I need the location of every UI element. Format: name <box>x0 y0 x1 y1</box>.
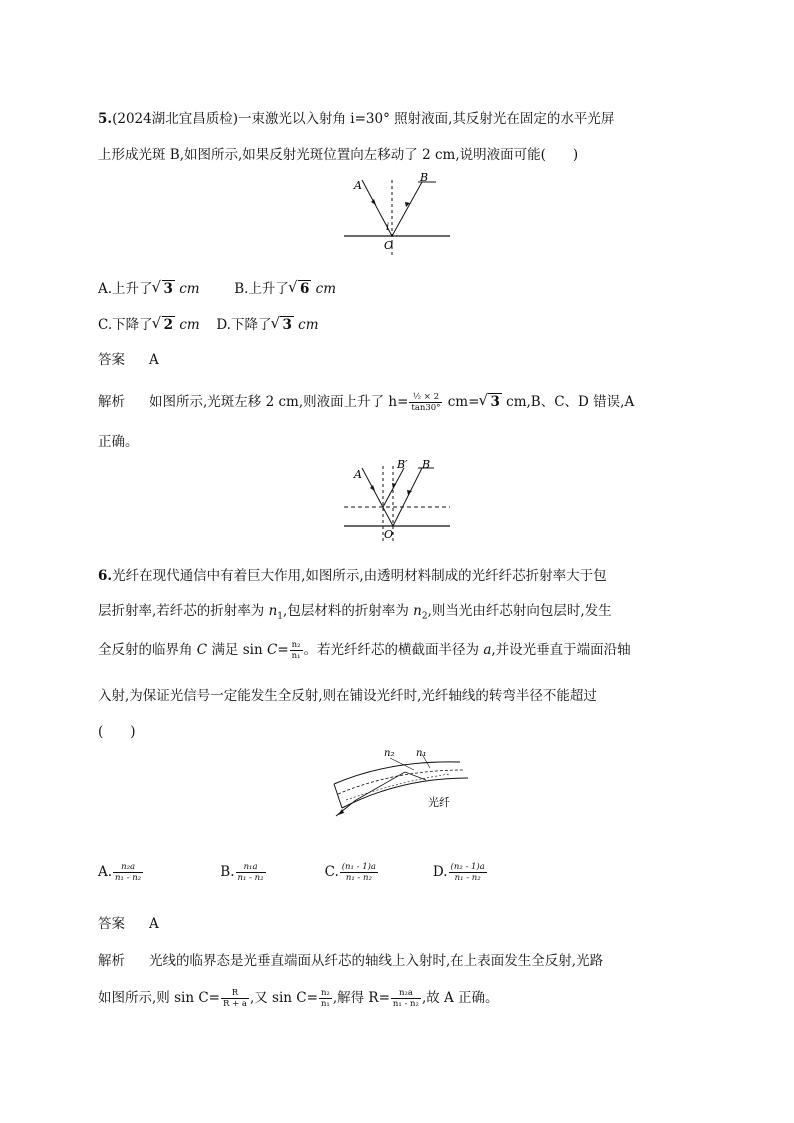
q6-line4: 入射,为保证光信号一定能发生全反射,则在铺设光纤时,光纤轴线的转弯半径不能超过 <box>98 688 597 704</box>
q6-option-a[interactable]: A. $\frac{\text{n₂a}}{\text{n₁ - n₂}}$ <box>98 862 142 883</box>
q6-line3: 全反射的临界角 C 满足 sin C= $\frac{\text{n₂}}{\text{n₁}}$ 。若光纤纤芯的横截面半径为 a,并设光垂直于端面沿轴 <box>98 640 631 661</box>
fiber-label: 光纤 <box>428 796 450 809</box>
q6-option-d[interactable]: D. $\frac{\text{(n₂ - 1)a}}{\text{n₁ - n₂}}$ <box>432 862 485 883</box>
q5-option-a[interactable]: A.上升了√ 3 cm <box>98 281 200 297</box>
q5-analysis-line2: 正确。 <box>98 434 139 450</box>
q6-options <box>98 862 533 883</box>
q5-line1: 5.(2024湖北宜昌质检)一束激光以入射角 i=30° 照射液面,其反射光在固定的水平光屏 <box>98 111 615 127</box>
fiber-label-n1: n₁ <box>416 748 427 759</box>
q6-number: 6. <box>98 568 113 584</box>
q5-number: 5. <box>98 111 113 127</box>
fiber-label-n2: n₂ <box>384 748 395 759</box>
q5-figure-1 <box>340 172 455 264</box>
q5-answer: 答案 A <box>98 352 159 368</box>
q6-analysis-line2: 如图所示,则 sin C= $\frac{R}{R + a}$ ,又 sin C= $\frac{\text{n₂}}{\text{n₁}}$ ,解得 R= $\frac{\text{n₂a}}{\text{n₁ - n₂}}$ ,故 A 正确。 <box>98 988 499 1009</box>
fig2-label-bprime: B′ <box>397 458 408 471</box>
fig2-label-b: B <box>422 458 431 471</box>
q5-option-d[interactable]: D.下降了√ 3 cm <box>216 317 318 333</box>
q5-line2: 上形成光斑 B,如图所示,如果反射光斑位置向左移动了 2 cm,说明液面可能( ) <box>98 147 579 163</box>
q6-line5: ( ) <box>98 724 136 740</box>
q6-analysis-line1: 解析 光线的临界态是光垂直端面从纤芯的轴线上入射时,在上表面发生全反射,光路 <box>98 953 604 969</box>
q6-line2: 层折射率,若纤芯的折射率为 $n_1$,包层材料的折射率为 $n_2$,则当光由纤芯射向包层时,发生 <box>98 603 612 622</box>
q5-analysis-line1: 解析 如图所示,光斑左移 2 cm,则液面上升了 h= $\frac{\text{½ × 2}}{\tan 30^\circ}$ cm=√ 3 cm,B、C、D 错误,A <box>98 390 634 413</box>
q5-option-c[interactable]: C.下降了√ 2 cm <box>98 317 200 333</box>
q5-options-row2 <box>98 313 319 333</box>
q6-option-b[interactable]: B. $\frac{\text{n₁a}}{\text{n₁ - n₂}}$ <box>220 862 264 883</box>
q6-fiber-figure <box>330 742 475 820</box>
fig2-label-a: A <box>354 468 362 481</box>
q6-answer: 答案 A <box>98 916 159 932</box>
fig1-label-b: B <box>420 172 429 184</box>
fig1-label-o: O <box>384 239 394 252</box>
fig1-label-i: i <box>386 222 390 233</box>
q6-line1: 6.光纤在现代通信中有着巨大作用,如图所示,由透明材料制成的光纤纤芯折射率大于包 <box>98 568 607 584</box>
q5-figure-2 <box>340 458 455 544</box>
fig1-label-a: A <box>354 179 362 192</box>
fig2-label-o: O <box>384 528 394 541</box>
q5-option-b[interactable]: B.上升了√ 6 cm <box>234 281 336 297</box>
q6-option-c[interactable]: C. $\frac{\text{(n₁ - 1)a}}{\text{n₁ - n₂}}$ <box>324 862 376 883</box>
q5-options-row1 <box>98 277 336 297</box>
